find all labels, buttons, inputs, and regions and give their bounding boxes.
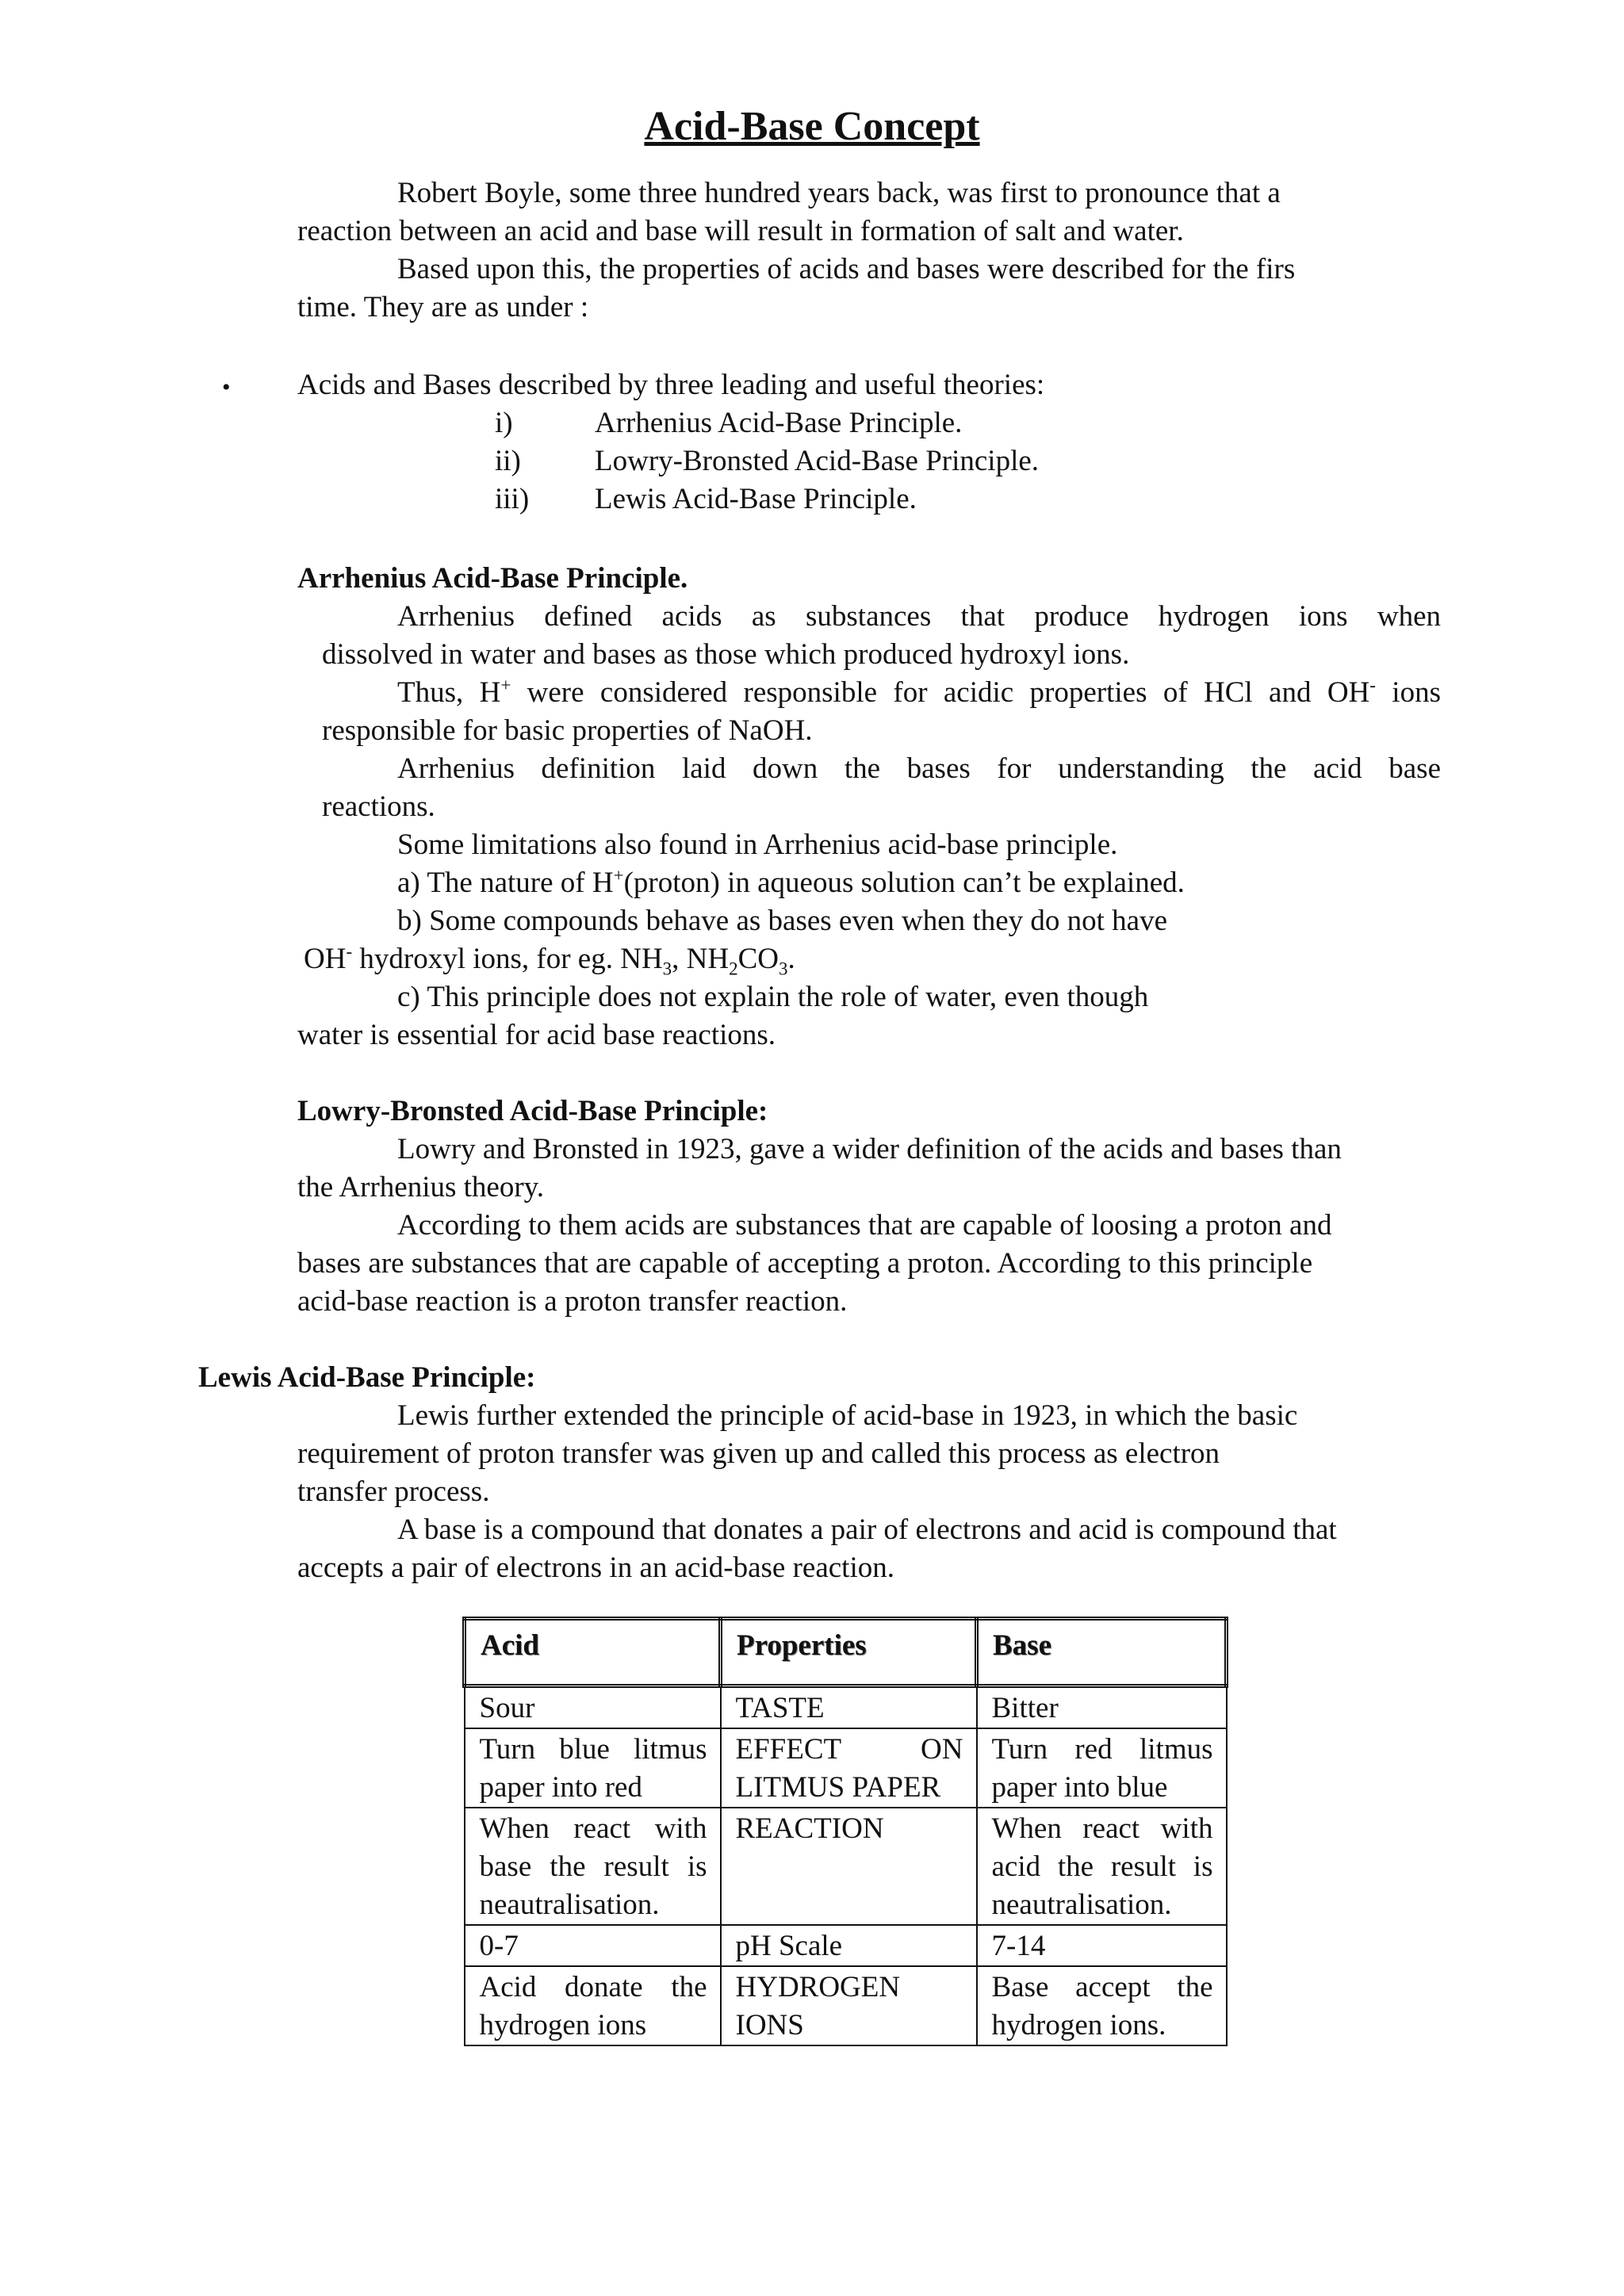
- intro-p1-line2: reaction between an acid and base will result in formation of salt and water.: [297, 215, 1184, 247]
- table-cell: REACTION: [721, 1808, 977, 1925]
- page-title: Acid-Base Concept: [644, 104, 980, 149]
- table-row: [465, 1686, 1227, 1729]
- table-header-cell: Properties: [721, 1619, 977, 1686]
- table-cell: Turn blue litmus paper into red: [465, 1728, 721, 1808]
- table-cell: HYDROGEN IONS: [721, 1966, 977, 2045]
- list-item-number: i): [495, 407, 513, 439]
- lowry-p1-line1: Lowry and Bronsted in 1923, gave a wider definition of the acids and bases than: [397, 1133, 1342, 1165]
- list-item-text: Lewis Acid-Base Principle.: [595, 483, 917, 515]
- arrhenius-p2-line2: responsible for basic properties of NaOH.: [322, 714, 813, 747]
- table-cell: Bitter: [977, 1686, 1227, 1729]
- section-heading-lewis: Lewis Acid-Base Principle:: [198, 1361, 536, 1394]
- table-cell: EFFECT ON LITMUS PAPER: [721, 1728, 977, 1808]
- table-header-cell: Acid: [465, 1619, 721, 1686]
- lowry-p2-line3: acid-base reaction is a proton transfer reaction.: [297, 1285, 848, 1318]
- section-heading-arrhenius: Arrhenius Acid-Base Principle.: [297, 562, 688, 595]
- intro-p1-line1: Robert Boyle, some three hundred years back, was first to pronounce that a: [397, 177, 1281, 209]
- lewis-p2-line2: accepts a pair of electrons in an acid-base reaction.: [297, 1552, 894, 1584]
- section-heading-lowry: Lowry-Bronsted Acid-Base Principle:: [297, 1095, 768, 1127]
- table-row: [465, 1728, 1227, 1808]
- list-item-number: iii): [495, 483, 530, 515]
- arrhenius-p1-line1: Arrhenius defined acids as substances that produce hydrogen ions when: [397, 600, 1441, 633]
- table-cell: Sour: [465, 1686, 721, 1729]
- limitation-b-line1: b) Some compounds behave as bases even when they do not have: [397, 905, 1167, 937]
- lowry-p2-line1: According to them acids are substances that are capable of loosing a proton and: [397, 1209, 1332, 1242]
- table-row: [465, 1925, 1227, 1966]
- limitation-a: a) The nature of H+(proton) in aqueous solution can’t be explained.: [397, 865, 1185, 899]
- limitation-c-line1: c) This principle does not explain the role of water, even though: [397, 981, 1149, 1013]
- lewis-p2-line1: A base is a compound that donates a pair of electrons and acid is compound that: [397, 1513, 1337, 1546]
- table-cell: 0-7: [465, 1925, 721, 1966]
- intro-p2-line2: time. They are as under :: [297, 291, 589, 323]
- intro-p2-line1: Based upon this, the properties of acids and bases were described for the firs: [397, 253, 1296, 285]
- table-row: [465, 1808, 1227, 1925]
- lewis-p1-line1: Lewis further extended the principle of acid-base in 1923, in which the basic: [397, 1399, 1298, 1432]
- list-item-text: Arrhenius Acid-Base Principle.: [595, 407, 963, 439]
- table-cell: TASTE: [721, 1686, 977, 1729]
- lewis-p1-line2: requirement of proton transfer was given up and called this process as electron: [297, 1437, 1220, 1470]
- table-cell: When react with base the result is neautralisation.: [465, 1808, 721, 1925]
- lowry-p2-line2: bases are substances that are capable of accepting a proton. According to this principle: [297, 1247, 1313, 1280]
- list-item-text: Lowry-Bronsted Acid-Base Principle.: [595, 445, 1040, 477]
- table-cell: Acid donate the hydrogen ions: [465, 1966, 721, 2045]
- list-item-number: ii): [495, 445, 521, 477]
- table-header-row: [465, 1619, 1227, 1686]
- table-cell: When react with acid the result is neautralisation.: [977, 1808, 1227, 1925]
- lowry-p1-line2: the Arrhenius theory.: [297, 1171, 544, 1203]
- arrhenius-p2-line1: Thus, H+ were considered responsible for acidic properties of HCl and OH- ions: [397, 675, 1441, 709]
- table-cell: pH Scale: [721, 1925, 977, 1966]
- acid-base-properties-table: [462, 1617, 1228, 2046]
- table-row: [465, 1966, 1227, 2045]
- arrhenius-p3-line2: reactions.: [322, 790, 435, 823]
- arrhenius-p3-line1: Arrhenius definition laid down the bases for understanding the acid base: [397, 752, 1441, 785]
- limitation-b-line2: OH- hydroxyl ions, for eg. $NH_3$, $NH_2CO_3$.: [304, 941, 795, 979]
- table-cell: 7-14: [977, 1925, 1227, 1966]
- lewis-p1-line3: transfer process.: [297, 1475, 490, 1508]
- bullet-marker: •: [222, 374, 231, 400]
- bullet-text: Acids and Bases described by three leading and useful theories:: [297, 369, 1045, 401]
- table-cell: Base accept the hydrogen ions.: [977, 1966, 1227, 2045]
- table-cell: Turn red litmus paper into blue: [977, 1728, 1227, 1808]
- arrhenius-p1-line2: dissolved in water and bases as those which produced hydroxyl ions.: [322, 638, 1130, 671]
- table-header-cell: Base: [977, 1619, 1227, 1686]
- limitation-c-line2: water is essential for acid base reactions.: [297, 1019, 776, 1051]
- arrhenius-p4: Some limitations also found in Arrhenius acid-base principle.: [397, 828, 1118, 861]
